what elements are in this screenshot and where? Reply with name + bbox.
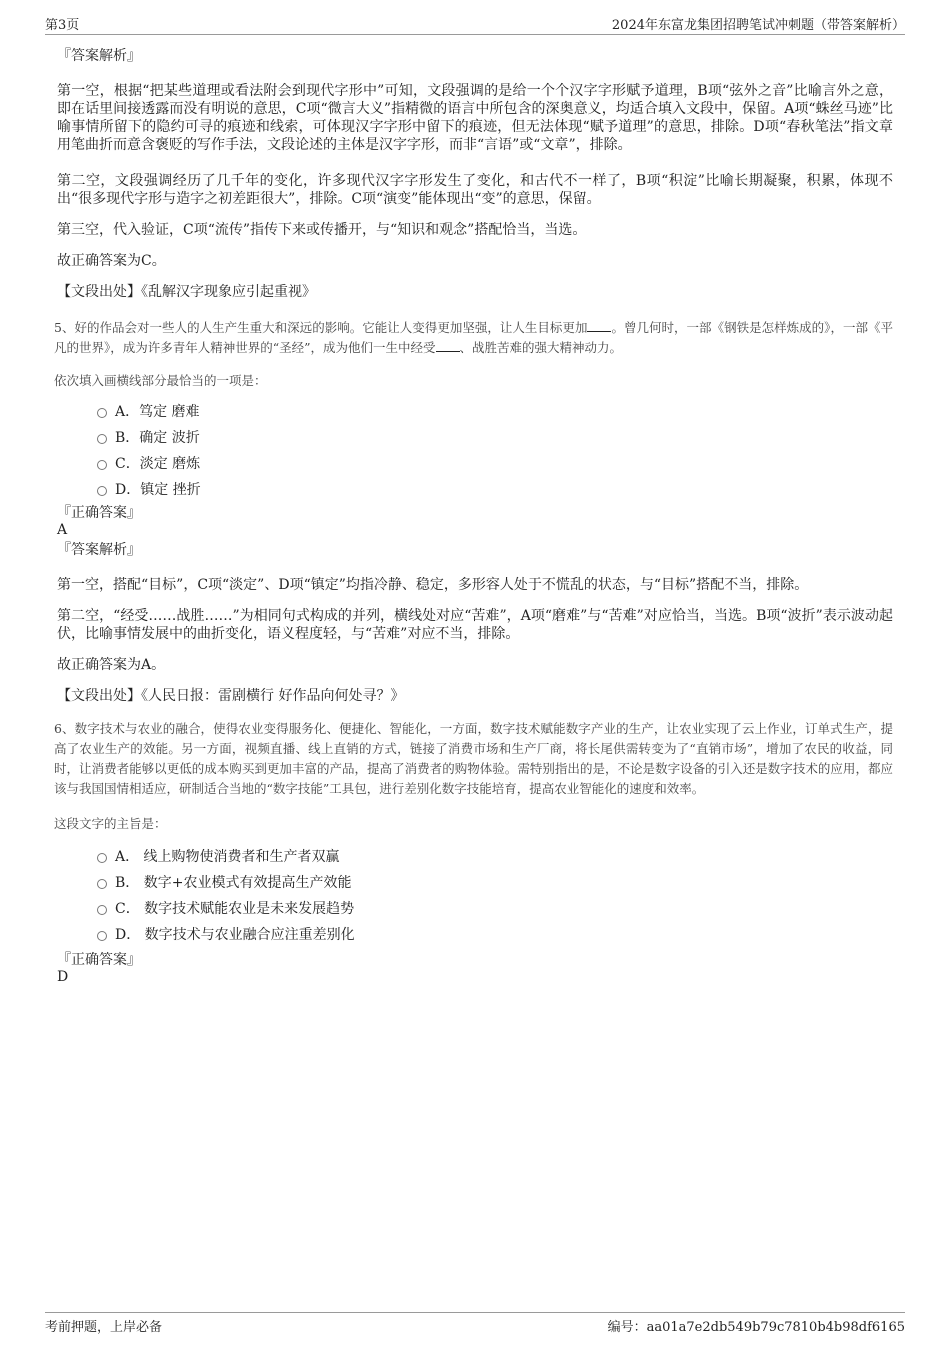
radio-icon[interactable]	[97, 460, 107, 470]
question-5-options	[97, 399, 893, 503]
option-d[interactable]: D．镇定 挫折	[97, 477, 893, 503]
page-number: 第3页	[45, 18, 80, 33]
radio-icon[interactable]	[97, 434, 107, 444]
option-c[interactable]: C．淡定 磨炼	[97, 451, 893, 477]
prev-conclusion: 故正确答案为C。	[57, 253, 166, 269]
question-5-stem: 5、好的作品会对一些人的人生产生重大和深远的影响。它能让人变得更加坚强，让人生目标更加 。曾几何时，一部《钢铁是怎样炼成的》，一部《平凡的世界》，成为许多青年人精神世界的“圣经”，成为他们一生中经受 、战胜苦难的强大精神动力。	[54, 320, 893, 355]
footer-slogan: 考前押题，上岸必备	[45, 1320, 163, 1335]
question-5-prompt: 依次填入画横线部分最恰当的一项是：	[54, 373, 267, 388]
page-header	[45, 12, 905, 35]
prev-analysis-paragraph-2: 第二空，文段强调经历了几千年的变化，许多现代汉字字形发生了变化，和古代不一样了，B项“积淀”比喻长期凝聚，积累，体现不出“很多现代字形与造字之初差距很大”，排除。C项“演变”能体现出“变”的意思，保留。	[57, 173, 893, 207]
radio-icon[interactable]	[97, 853, 107, 863]
question-6-answer: D	[57, 969, 69, 985]
option-d[interactable]: D． 数字技术与农业融合应注重差别化	[97, 922, 893, 948]
radio-icon[interactable]	[97, 408, 107, 418]
blank-line	[436, 339, 460, 352]
question-6-stem: 6、数字技术与农业的融合，使得农业变得服务化、便捷化、智能化，一方面，数字技术赋能数字产业的生产，让农业实现了云上作业，订单式生产，提高了农业生产的效能。另一方面，视频直播、线上直销的方式，链接了消费市场和生产厂商，将长尾供需转变为了“直销市场”，增加了农民的收益，同时，让消费者能够以更低的成本购买到更加丰富的产品，提高了消费者的购物体验。需特别指出的是，不论是数字设备的引入还是数字技术的应用，都应该与我国国情相适应，研制适合当地的“数字技能”工具包，进行差别化数字技能培育，提高农业智能化的速度和效率。	[54, 721, 893, 796]
prev-analysis-paragraph-1: 第一空，根据“把某些道理或看法附会到现代字形中”可知，文段强调的是给一个个汉字字形赋予道理，B项“弦外之音”比喻言外之意，即在话里间接透露而没有明说的意思，C项“微言大义”指精微的语言中所包含的深奥意义，均适合填入文段中，保留。A项“蛛丝马迹”比喻事情所留下的隐约可寻的痕迹和线索，可体现汉字字形中留下的痕迹，但无法体现“赋予道理”的意思，排除。D项“春秋笔法”指文章用笔曲折而意含褒贬的写作手法，文段论述的主体是汉字字形，而非“言语”或“文章”，排除。	[57, 83, 893, 153]
radio-icon[interactable]	[97, 905, 107, 915]
question-6-options	[97, 844, 893, 948]
option-b[interactable]: B．确定 波折	[97, 425, 893, 451]
page-content	[54, 45, 893, 986]
question-5-answer: A	[57, 522, 68, 538]
document-title: 2024年东富龙集团招聘笔试冲刺题（带答案解析）	[611, 18, 905, 33]
page-footer	[45, 1312, 905, 1333]
option-a[interactable]: A．笃定 磨难	[97, 399, 893, 425]
document-code: 编号：aa01a7e2db549b79c7810b4b98df6165	[607, 1320, 905, 1335]
blank-line	[587, 319, 611, 332]
prev-source: 【文段出处】《乱解汉字现象应引起重视》	[57, 284, 316, 300]
option-a[interactable]: A． 线上购物使消费者和生产者双赢	[97, 844, 893, 870]
question-5-answer-heading: 『正确答案』	[57, 505, 141, 521]
question-6-answer-heading: 『正确答案』	[57, 952, 141, 968]
option-c[interactable]: C． 数字技术赋能农业是未来发展趋势	[97, 896, 893, 922]
question-5-analysis-heading: 『答案解析』	[57, 542, 141, 558]
radio-icon[interactable]	[97, 931, 107, 941]
q5-conclusion: 故正确答案为A。	[57, 657, 166, 673]
option-b[interactable]: B． 数字+农业模式有效提高生产效能	[97, 870, 893, 896]
prev-analysis-paragraph-3: 第三空，代入验证，C项“流传”指传下来或传播开，与“知识和观念”搭配恰当，当选。	[57, 222, 587, 238]
q5-analysis-paragraph-2: 第二空，“经受……战胜……”为相同句式构成的并列，横线处对应“苦难”，A项“磨难”与“苦难”对应恰当，当选。B项“波折”表示波动起伏，比喻事情发展中的曲折变化，语义程度轻，与“苦难”对应不当，排除。	[57, 608, 893, 642]
radio-icon[interactable]	[97, 879, 107, 889]
q5-analysis-paragraph-1: 第一空，搭配“目标”，C项“淡定”、D项“镇定”均指冷静、稳定，多形容人处于不慌乱的状态，与“目标”搭配不当，排除。	[57, 577, 809, 593]
prev-analysis-heading: 『答案解析』	[57, 48, 141, 64]
radio-icon[interactable]	[97, 486, 107, 496]
question-6-prompt: 这段文字的主旨是：	[54, 816, 167, 831]
q5-source: 【文段出处】《人民日报：雷剧横行 好作品向何处寻？》	[57, 688, 405, 704]
